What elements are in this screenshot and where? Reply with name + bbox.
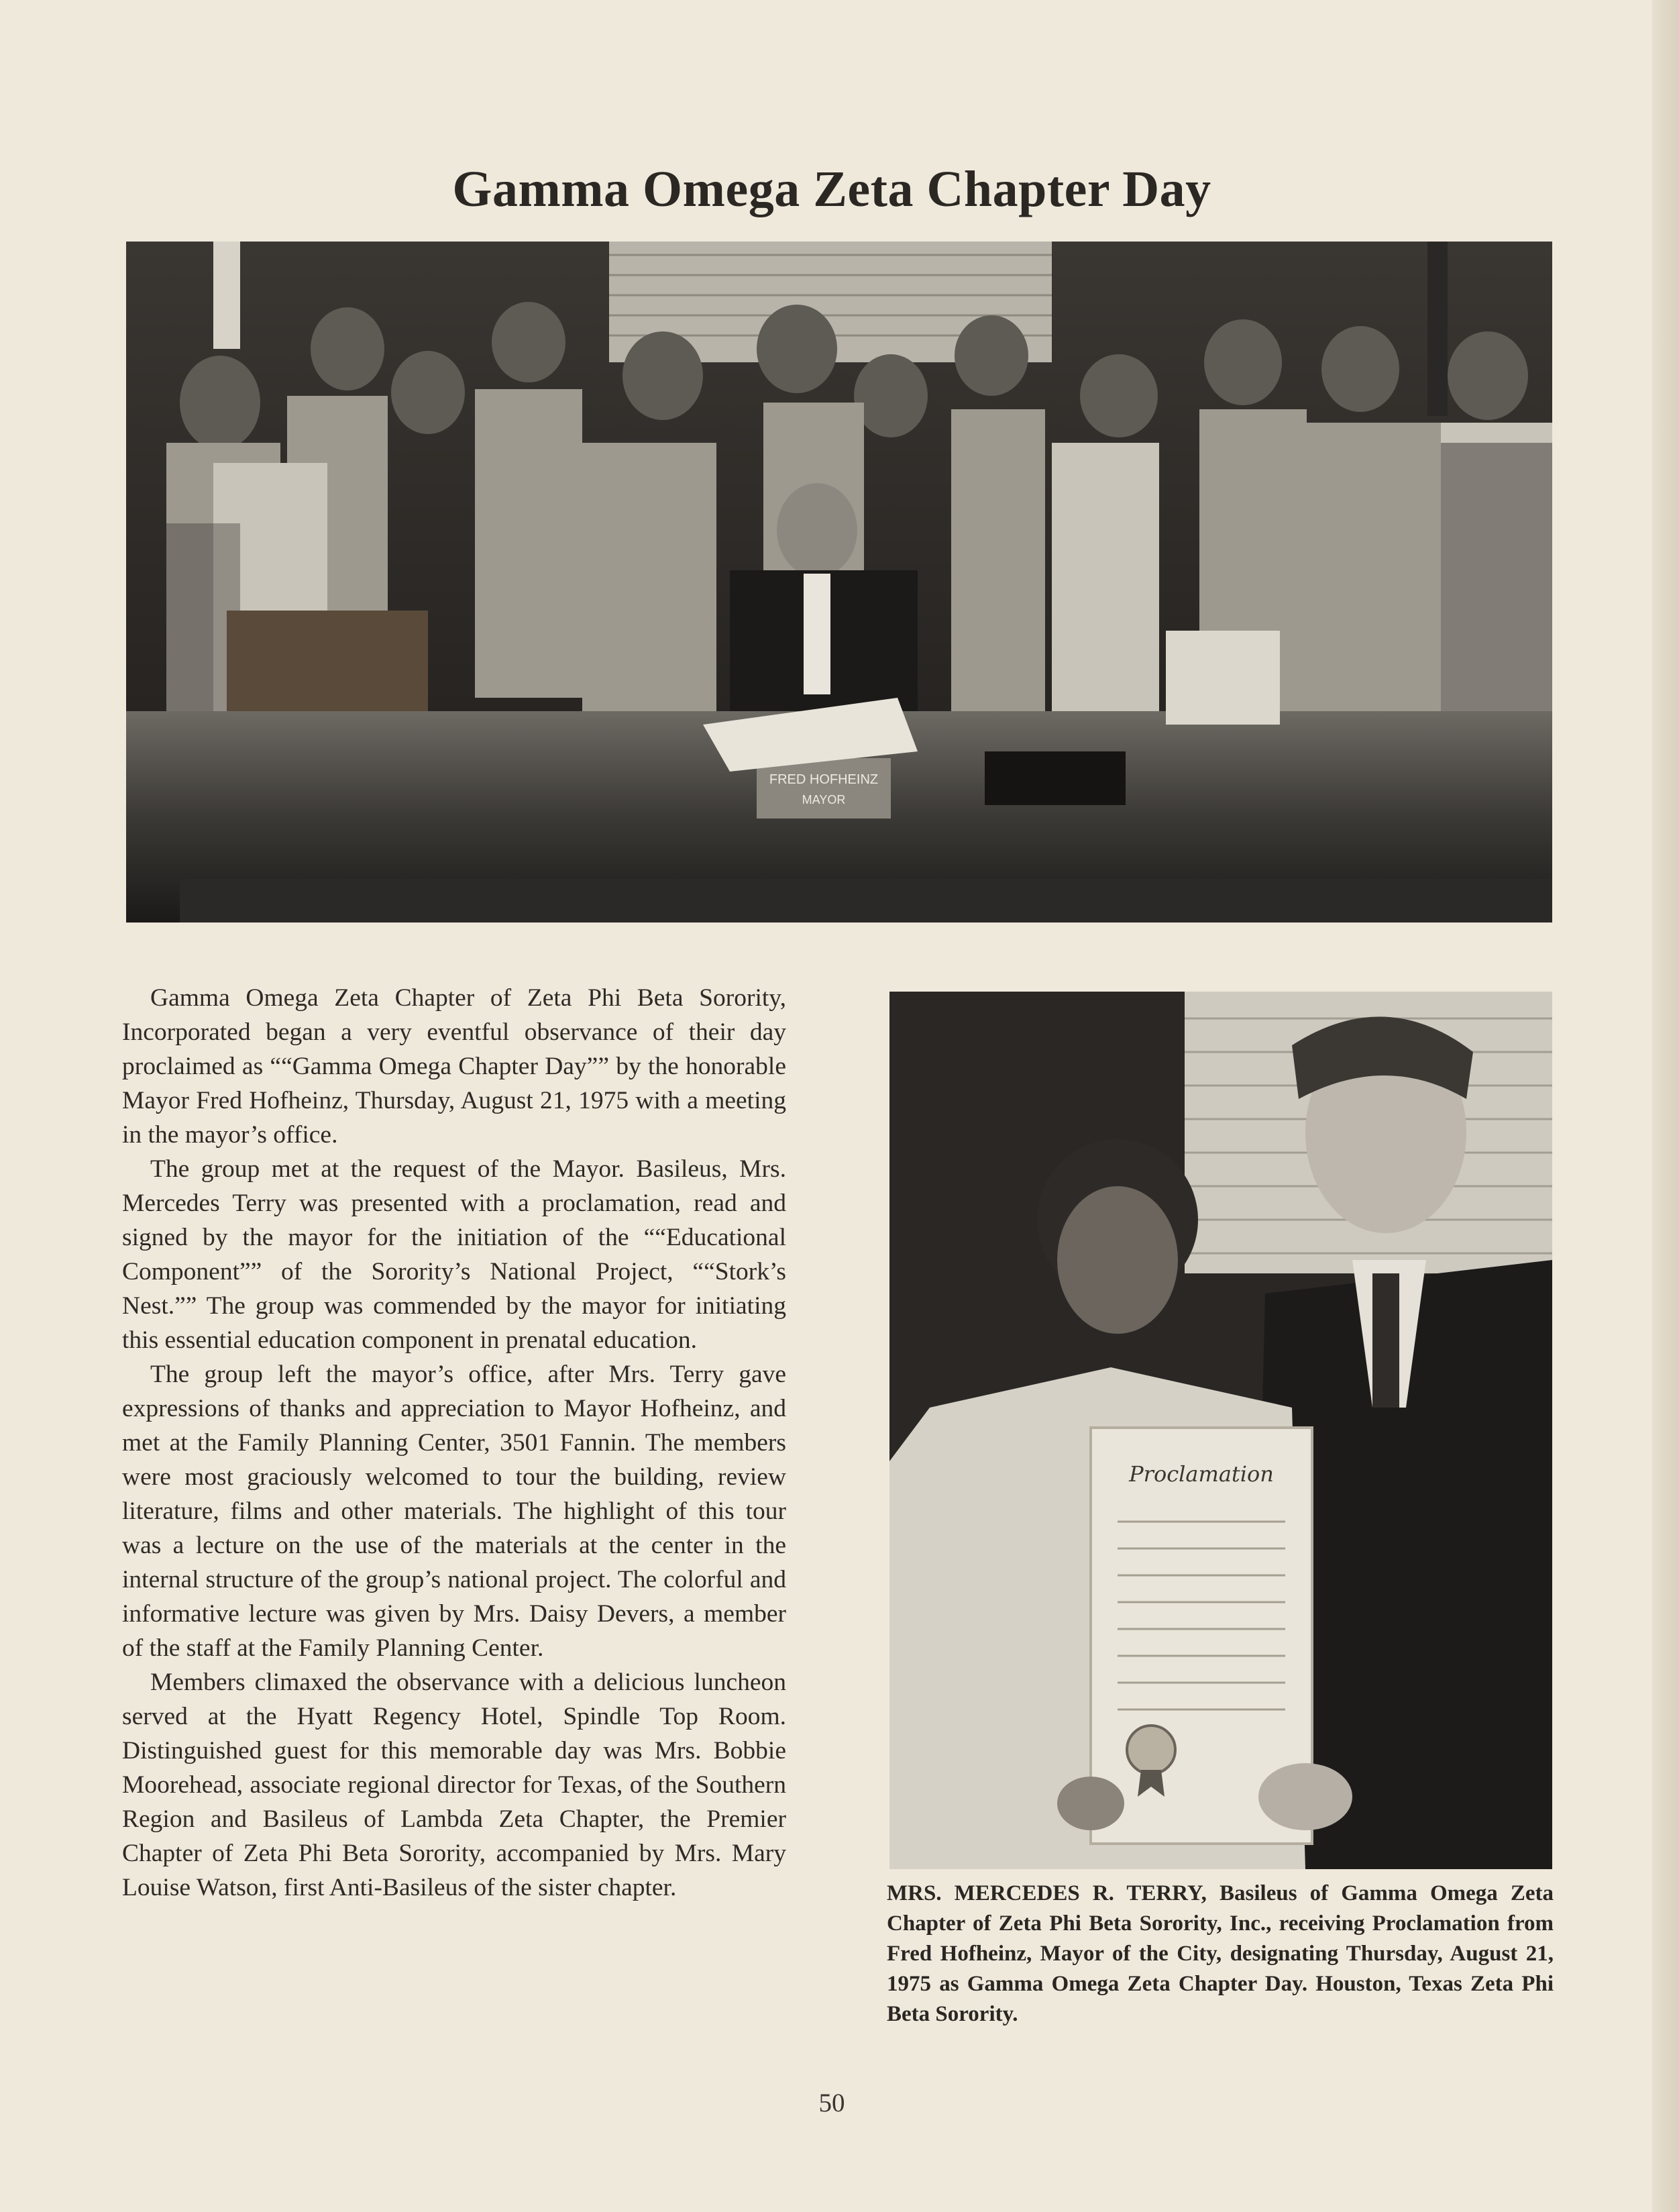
seal-icon — [1127, 1726, 1175, 1774]
paragraph-3: The group left the mayor’s office, after Mrs. Terry gave expressions of thanks and appreciation to Mayor Hofheinz, and met at the Family Planning Center, 3501 Fannin. The members were most graciously welcomed to tour the building, review literature, films and other materials. The highlight of this tour was a lecture on the use of the materials at the center in the internal structure of the group’s national project. The colorful and informative lecture was given by Mrs. Daisy Devers, a member of the staff at the Family Planning Center. — [122, 1361, 786, 1662]
photo-caption: MRS. MERCEDES R. TERRY, Basileus of Gamma Omega Zeta Chapter of Zeta Phi Beta Sorority, Inc., receiving Proclamation from Fred Hofheinz, Mayor of the City, designating Thursday, August 21, 1975 as Gamma Omega Zeta Chapter Day. Houston, Texas Zeta Phi Beta Sorority. — [887, 1881, 1554, 2026]
nameplate-title: MAYOR — [802, 793, 846, 806]
nameplate-name: FRED HOFHEINZ — [769, 772, 879, 787]
paragraph-1: Gamma Omega Zeta Chapter of Zeta Phi Beta Sorority, Incorporated began a very eventful observance of their day proclaimed as ““Gamma Omega Chapter Day”” by the honorable Mayor Fred Hofheinz, Thursday, August 21, 1975 with a meeting in the mayor’s office. — [122, 984, 786, 1149]
certificate-heading: Proclamation — [1129, 1461, 1274, 1487]
article-body — [122, 981, 786, 1905]
page-number: 50 — [818, 2089, 845, 2117]
paragraph-2: The group met at the request of the Mayor. Basileus, Mrs. Mercedes Terry was presented with a proclamation, read and signed by the mayor for the initiation of the ““Educational Component”” of the Sorority’s National Project, ““Stork’s Nest.”” The group was commended by the mayor for initiating this essential education component in prenatal education. — [122, 1155, 786, 1354]
group-photo — [126, 242, 1552, 923]
proclamation-photo — [889, 992, 1552, 1869]
group-photo-art — [126, 242, 1552, 923]
page-title: Gamma Omega Zeta Chapter Day — [452, 160, 1211, 217]
paragraph-4: Members climaxed the observance with a delicious luncheon served at the Hyatt Regency Hotel, Spindle Top Room. Distinguished guest for this memorable day was Mrs. Bobbie Moorehead, associate regional director for Texas, of the Southern Region and Basileus of Lambda Zeta Chapter, the Premier Chapter of Zeta Phi Beta Sorority, accompanied by Mrs. Mary Louise Watson, first Anti-Basileus of the sister chapter. — [122, 1669, 786, 1901]
proclamation-photo-art — [889, 992, 1552, 1869]
page-edge — [1652, 0, 1679, 2212]
nameplate — [757, 758, 891, 819]
